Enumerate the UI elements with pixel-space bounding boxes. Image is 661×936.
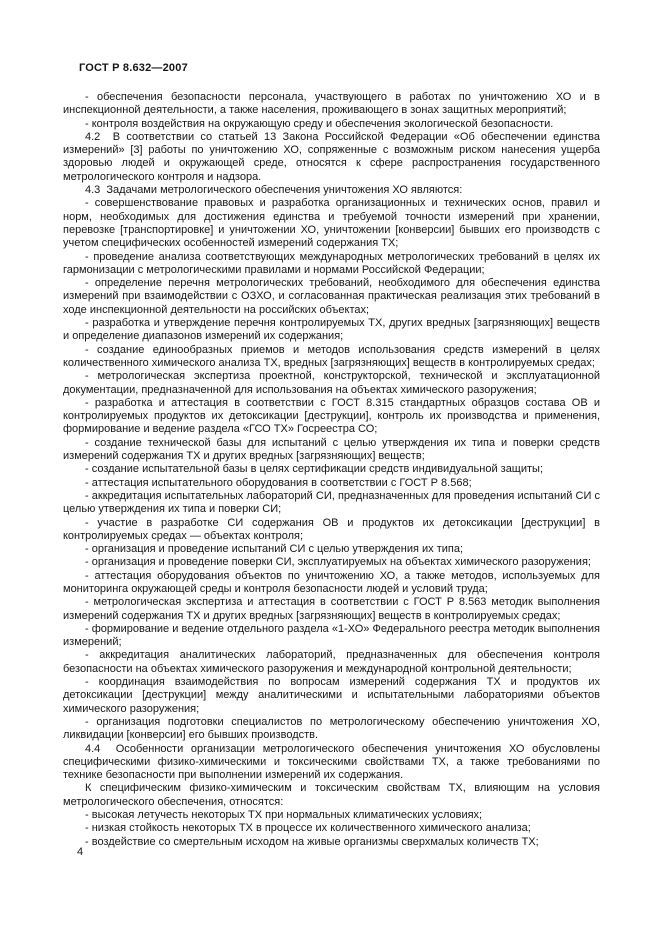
paragraph: - проведение анализа соответствующих международных метрологических требований в целях их гармонизации с метрологическими правилами и нормами Российской Федерации; (63, 250, 600, 276)
paragraph: - контроля воздействия на окружающую среду и обеспечения экологической безопасности. (85, 117, 554, 130)
paragraph: - метрологическая экспертиза проектной, конструкторской, технической и эксплуатационной документации, предназначенной для использования на объектах химического разоружения; (63, 370, 600, 396)
paragraph: - координация взаимодействия по вопросам измерений содержания ТХ и продуктов их детоксикации [деструкции] между аналитическими и испытательными лабораториями объектов химического разоружения; (63, 676, 600, 715)
paragraph: - аккредитация испытательных лабораторий СИ, предназначенных для проведения испытаний СИ с целью утверждения их типа и поверки СИ; (63, 489, 600, 516)
paragraph: - разработка и аттестация в соответствии с ГОСТ 8.315 стандартных образцов состава ОВ и контролируемых продуктов их детоксикации [деструкции], контроль их производства и применения, формирование и ведение раздела «ГСО ТХ» Госреестра СО; (63, 396, 600, 436)
paragraph: 4.2 В соответствии со статьей 13 Закона Российской Федерации «Об обеспечении единства измерений» [3] работы по уничтожению ХО, сопряженные с возможным риском нанесения ущерба здоровью людей и окружающей среде, относятся к сфере распространения государственного метрологического контроля и надзора. (63, 130, 600, 183)
paragraph: - создание единообразных приемов и методов использования средств измерений в целях количественного химического анализа ТХ, вредных [загрязняющих] веществ в контролируемых средах; (63, 343, 600, 369)
paragraph: - организация и проведение поверки СИ, эксплуатируемых на объектах химического разоружения; (85, 556, 591, 569)
paragraph: - аккредитация аналитических лабораторий, предназначенных для обеспечения контроля безопасности на объектах химического разоружения и международной контрольной деятельности; (63, 649, 600, 675)
paragraph: - создание испытательной базы в целях сертификации средств индивидуальной защиты; (85, 463, 544, 476)
paragraph: - участие в разработке СИ содержания ОВ и продуктов их детоксикации [деструкции] в контролируемых средах — объектах контроля; (63, 516, 600, 542)
document-header-standard-number: ГОСТ Р 8.632—2007 (79, 62, 188, 74)
paragraph: - метрологическая экспертиза и аттестация в соответствии с ГОСТ Р 8.563 методик выполнения измерений содержания ТХ и других вредных [загрязняющих] веществ в контролируемых средах; (63, 596, 600, 622)
paragraph: 4.3 Задачами метрологического обеспечения уничтожения ХО являются: (85, 184, 463, 197)
paragraph: К специфическим физико-химическим и токсическим свойствам ТХ, влияющим на условия метрологического обеспечения, относятся: (63, 782, 600, 808)
paragraph: - разработка и утверждение перечня контролируемых ТХ, других вредных [загрязняющих] веществ и определение диапазонов измерений их содержания; (63, 317, 600, 343)
paragraph: - обеспечения безопасности персонала, участвующего в работах по уничтожению ХО и в инспекционной деятельности, а также населения, проживающего в зонах защитных мероприятий; (63, 91, 600, 117)
paragraph: 4.4 Особенности организации метрологического обеспечения уничтожения ХО обусловлены специфическими физико-химическими и токсическими свойствами ТХ, а также требованиями по технике безопасности при выполнении измерений их содержания. (63, 742, 600, 782)
paragraph: - аттестация испытательного оборудования в соответствии с ГОСТ Р 8.568; (85, 476, 472, 489)
paragraph: - организация и проведение испытаний СИ с целью утверждения их типа; (85, 543, 464, 556)
paragraph: - воздействие со смертельным исходом на живые организмы сверхмалых количеств ТХ; (85, 835, 539, 848)
paragraph: - аттестация оборудования объектов по уничтожению ХО, а также методов, используемых для мониторинга окружающей среды и контроля безопасности людей и условий труда; (63, 569, 600, 595)
paragraph: - создание технической базы для испытаний с целью утверждения их типа и поверки средств измерений содержания ТХ и других вредных [загрязняющих] веществ; (63, 436, 600, 463)
paragraph: - определение перечня метрологических требований, необходимого для обеспечения единства измерений при взаимодействии с ОЗХО, и согласованная практическая реализация этих требований в ходе инспекционной деятельности на российских объектах; (63, 277, 600, 316)
page-number: 4 (77, 846, 84, 858)
paragraph: - совершенствование правовых и разработка организационных и технических основ, правил и норм, необходимых для достижения единства и требуемой точности измерений при хранении, перевозке [транспортировке] и уничтожении ХО, уничтожении [конверсии] бывших его производств с учетом специфических особенностей измерений содержания ТХ; (63, 197, 600, 250)
paragraph: - организация подготовки специалистов по метрологическому обеспечению уничтожения ХО, ликвидации [конверсии] его бывших производств. (63, 715, 600, 742)
paragraph: - высокая летучесть некоторых ТХ при нормальных климатических условиях; (85, 809, 483, 822)
paragraph: - низкая стойкость некоторых ТХ в процессе их количественного химического анализа; (85, 822, 531, 835)
paragraph: - формирование и ведение отдельного раздела «1-ХО» Федерального реестра методик выполнения измерений; (63, 622, 600, 649)
document-body-text (63, 91, 600, 849)
